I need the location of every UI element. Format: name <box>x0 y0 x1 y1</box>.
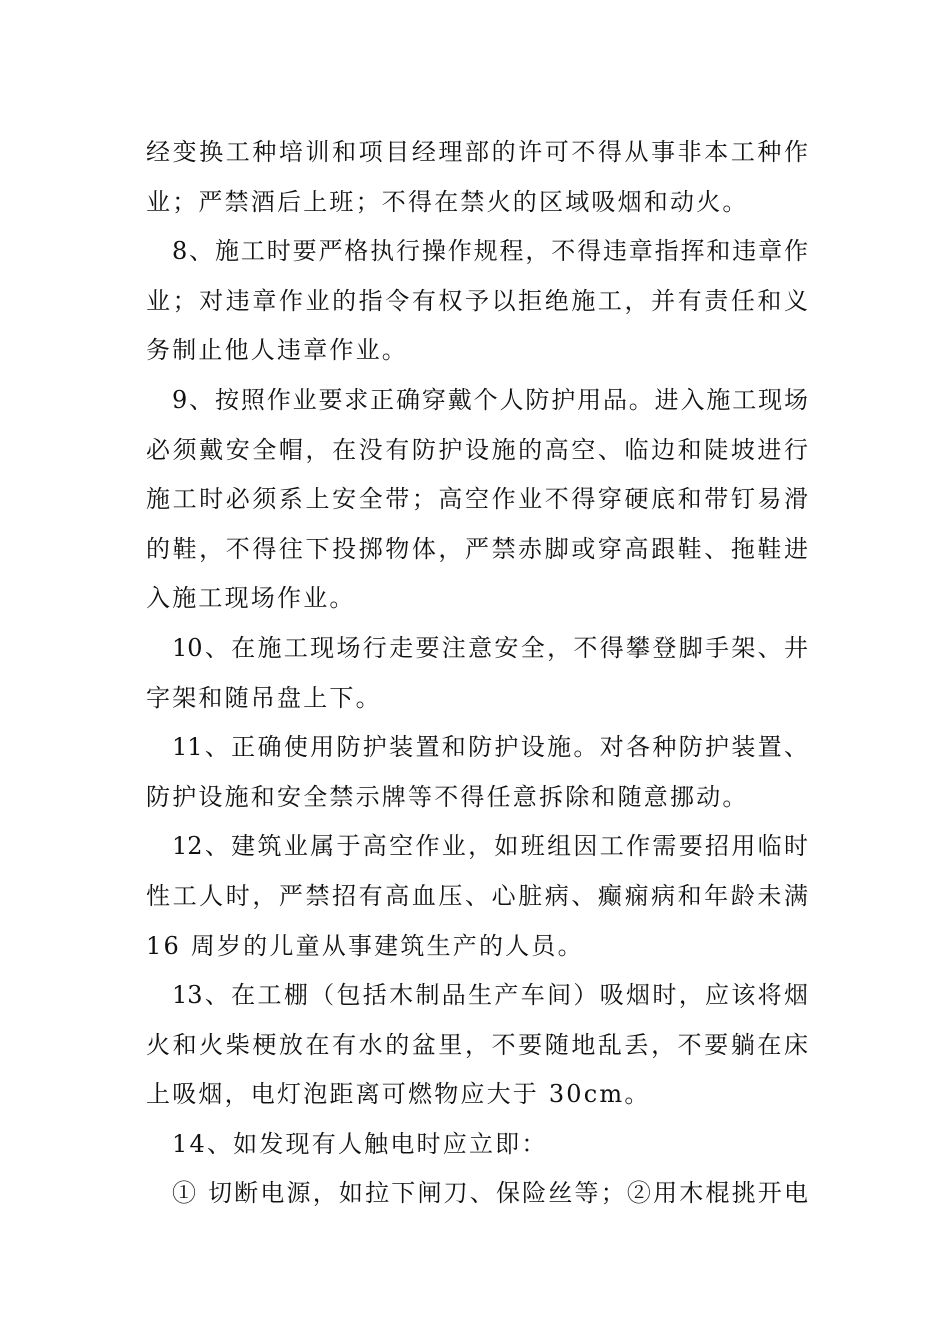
text-line: 的鞋，不得往下投掷物体，严禁赤脚或穿高跟鞋、拖鞋进 <box>146 534 808 563</box>
text-line: 14、如发现有人触电时应立即： <box>172 1129 548 1158</box>
text-line: ① 切断电源，如拉下闸刀、保险丝等；②用木棍挑开电 <box>172 1179 808 1208</box>
text-line: 防护设施和安全禁示牌等不得任意拆除和随意挪动。 <box>146 782 749 811</box>
text-line: 13、在工棚（包括木制品生产车间）吸烟时，应该将烟 <box>172 981 808 1010</box>
text-line: 必须戴安全帽，在没有防护设施的高空、临边和陡坡进行 <box>146 435 808 464</box>
text-line: 性工人时，严禁招有高血压、心脏病、癫痫病和年龄未满 <box>146 881 808 910</box>
body-text <box>146 128 808 1219</box>
text-line: 8、施工时要严格执行操作规程，不得违章指挥和违章作 <box>172 237 808 266</box>
text-line: 入施工现场作业。 <box>146 584 356 613</box>
text-line: 上吸烟，电灯泡距离可燃物应大于 30cm。 <box>146 1080 651 1109</box>
text-line: 业；严禁酒后上班；不得在禁火的区域吸烟和动火。 <box>146 187 749 216</box>
text-line: 务制止他人违章作业。 <box>146 336 408 365</box>
text-line: 16 周岁的儿童从事建筑生产的人员。 <box>146 931 584 960</box>
text-line: 经变换工种培训和项目经理部的许可不得从事非本工种作 <box>146 138 808 166</box>
text-line: 10、在施工现场行走要注意安全，不得攀登脚手架、井 <box>172 633 808 662</box>
text-line: 施工时必须系上安全带；高空作业不得穿硬底和带钉易滑 <box>146 485 808 514</box>
text-line: 11、正确使用防护装置和防护设施。对各种防护装置、 <box>172 733 808 762</box>
text-line: 9、按照作业要求正确穿戴个人防护用品。进入施工现场 <box>172 385 808 414</box>
text-line: 火和火柴梗放在有水的盆里，不要随地乱丢，不要躺在床 <box>146 1030 808 1059</box>
text-line: 12、建筑业属于高空作业，如班组因工作需要招用临时 <box>172 832 808 861</box>
text-line: 业；对违章作业的指令有权予以拒绝施工，并有责任和义 <box>146 286 808 315</box>
text-line: 字架和随吊盘上下。 <box>146 683 382 712</box>
